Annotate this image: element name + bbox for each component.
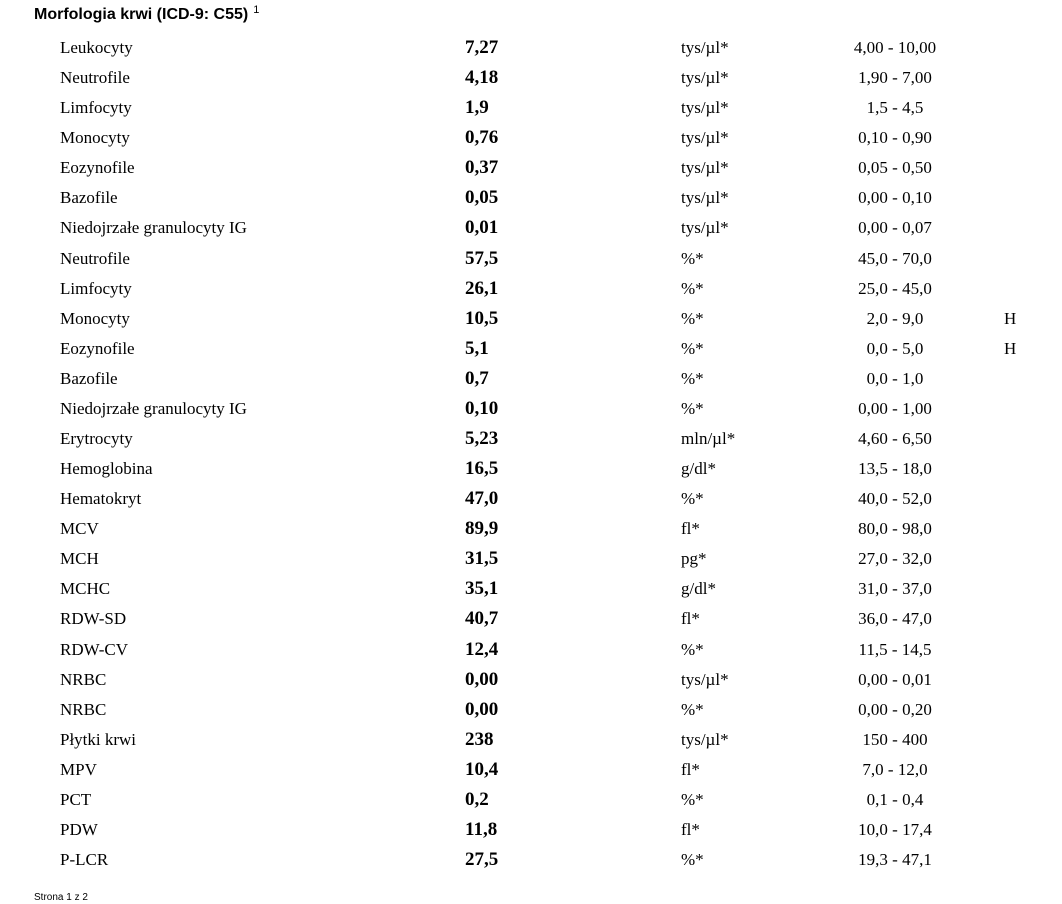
section-title-text: Morfologia krwi (ICD-9: C55): [34, 6, 249, 23]
result-unit: tys/µl*: [681, 38, 729, 57]
result-row: [0, 93, 1062, 123]
result-row: [0, 815, 1062, 845]
result-value: 16,5: [465, 458, 499, 480]
abnormal-flag: H: [1004, 308, 1017, 328]
result-row: [0, 755, 1062, 785]
result-unit: tys/µl*: [681, 98, 729, 118]
reference-range: 1,90 - 7,00: [858, 68, 932, 88]
test-name: Monocyty: [60, 128, 130, 148]
result-unit: fl*: [681, 759, 700, 779]
result-row: [0, 33, 1062, 63]
result-value: 27,5: [465, 849, 499, 871]
result-value: 12,4: [465, 638, 499, 660]
test-name: Płytki krwi: [60, 729, 137, 749]
test-name: PCT: [60, 789, 92, 809]
reference-range: 4,60 - 6,50: [858, 429, 932, 449]
result-unit: fl*: [681, 519, 700, 539]
result-unit: g/dl*: [681, 579, 716, 599]
result-row: [0, 334, 1062, 364]
reference-range: 7,0 - 12,0: [862, 759, 928, 779]
reference-range: 150 - 400: [862, 729, 928, 749]
test-name: Eozynofile: [60, 158, 135, 178]
section-title: [34, 5, 259, 25]
result-unit: mln/µl*: [681, 429, 736, 449]
result-row: [0, 213, 1062, 243]
test-name: RDW-SD: [60, 609, 127, 629]
result-row: [0, 665, 1062, 695]
result-value: 40,7: [465, 608, 499, 630]
footnote-marker: 1: [253, 4, 260, 16]
result-unit: tys/µl*: [681, 729, 729, 749]
test-name: Bazofile: [60, 188, 118, 208]
test-name: Neutrofile: [60, 248, 130, 268]
result-value: 0,00: [465, 668, 499, 690]
result-unit: tys/µl*: [681, 128, 729, 148]
results-table: [0, 33, 1062, 875]
result-unit: g/dl*: [681, 459, 716, 479]
reference-range: 0,10 - 0,90: [858, 128, 932, 148]
result-unit: %*: [681, 248, 704, 268]
test-name: Limfocyty: [60, 278, 132, 298]
result-value: 0,05: [465, 187, 499, 209]
result-value: 0,10: [465, 397, 499, 419]
reference-range: 11,5 - 14,5: [858, 639, 932, 659]
reference-range: 27,0 - 32,0: [858, 549, 932, 569]
test-name: Bazofile: [60, 368, 118, 388]
test-name: Eozynofile: [60, 338, 135, 358]
result-unit: %*: [681, 789, 704, 809]
reference-range: 40,0 - 52,0: [858, 489, 932, 509]
reference-range: 25,0 - 45,0: [858, 278, 932, 298]
result-row: [0, 183, 1062, 213]
result-row: [0, 725, 1062, 755]
result-value: 5,23: [465, 428, 499, 450]
reference-range: 36,0 - 47,0: [858, 609, 932, 629]
result-value: 7,27: [465, 37, 499, 58]
result-unit: %*: [681, 850, 704, 870]
result-unit: tys/µl*: [681, 68, 729, 88]
result-row: [0, 364, 1062, 394]
result-value: 31,5: [465, 548, 499, 570]
result-row: [0, 424, 1062, 454]
result-unit: %*: [681, 368, 704, 388]
reference-range: 0,00 - 0,01: [858, 669, 932, 689]
result-unit: tys/µl*: [681, 158, 729, 178]
reference-range: 2,0 - 9,0: [866, 308, 924, 328]
reference-range: 80,0 - 98,0: [858, 519, 932, 539]
abnormal-flag: H: [1004, 338, 1017, 358]
result-row: [0, 63, 1062, 93]
result-value: 0,00: [465, 698, 499, 720]
test-name: Erytrocyty: [60, 429, 133, 449]
result-value: 11,8: [465, 819, 498, 841]
reference-range: 0,1 - 0,4: [866, 789, 924, 809]
result-value: 4,18: [465, 67, 499, 89]
result-row: [0, 153, 1062, 183]
test-name: Leukocyty: [60, 38, 133, 57]
result-row: [0, 604, 1062, 634]
result-unit: %*: [681, 308, 704, 328]
result-row: [0, 244, 1062, 274]
result-unit: tys/µl*: [681, 218, 729, 238]
test-name: Neutrofile: [60, 68, 130, 88]
result-value: 89,9: [465, 518, 499, 540]
result-row: [0, 304, 1062, 334]
test-name: PDW: [60, 820, 98, 840]
reference-range: 0,00 - 0,07: [858, 218, 932, 238]
result-unit: %*: [681, 338, 704, 358]
result-unit: %*: [681, 489, 704, 509]
reference-range: 13,5 - 18,0: [858, 459, 932, 479]
reference-range: 45,0 - 70,0: [858, 248, 932, 268]
result-value: 1,9: [465, 97, 489, 119]
result-value: 0,7: [465, 367, 489, 389]
test-name: P-LCR: [60, 850, 109, 870]
test-name: NRBC: [60, 669, 107, 689]
result-row: [0, 574, 1062, 604]
result-row: [0, 845, 1062, 875]
result-value: 5,1: [465, 337, 489, 359]
reference-range: 0,00 - 0,20: [858, 699, 932, 719]
result-unit: tys/µl*: [681, 669, 729, 689]
test-name: Niedojrzałe granulocyty IG: [60, 218, 247, 238]
result-unit: %*: [681, 639, 704, 659]
test-name: Hemoglobina: [60, 459, 153, 479]
reference-range: 0,0 - 5,0: [866, 338, 924, 358]
result-unit: %*: [681, 699, 704, 719]
result-unit: %*: [681, 278, 704, 298]
result-row: [0, 484, 1062, 514]
test-name: MCHC: [60, 579, 111, 599]
reference-range: 4,00 - 10,00: [853, 38, 937, 57]
reference-range: 0,0 - 1,0: [866, 368, 924, 388]
result-value: 0,37: [465, 157, 499, 179]
result-value: 57,5: [465, 247, 499, 269]
test-name: Monocyty: [60, 308, 130, 328]
reference-range: 19,3 - 47,1: [858, 850, 932, 870]
result-row: [0, 394, 1062, 424]
result-row: [0, 123, 1062, 153]
result-value: 47,0: [465, 488, 499, 510]
reference-range: 0,00 - 1,00: [858, 398, 932, 418]
reference-range: 10,0 - 17,4: [858, 820, 932, 840]
result-row: [0, 454, 1062, 484]
test-name: RDW-CV: [60, 639, 128, 659]
test-name: MPV: [60, 759, 97, 779]
result-row: [0, 514, 1062, 544]
result-value: 35,1: [465, 578, 499, 600]
result-row: [0, 635, 1062, 665]
result-value: 10,4: [465, 758, 499, 780]
test-name: Limfocyty: [60, 98, 132, 118]
result-unit: fl*: [681, 609, 700, 629]
result-unit: fl*: [681, 820, 700, 840]
result-value: 238: [465, 728, 494, 750]
result-row: [0, 544, 1062, 574]
result-value: 0,2: [465, 788, 489, 810]
result-row: [0, 695, 1062, 725]
test-name: MCV: [60, 519, 99, 539]
result-unit: tys/µl*: [681, 188, 729, 208]
reference-range: 0,05 - 0,50: [858, 158, 932, 178]
test-name: MCH: [60, 549, 99, 569]
result-value: 0,01: [465, 217, 499, 239]
result-unit: pg*: [681, 549, 707, 569]
result-value: 0,76: [465, 127, 499, 149]
reference-range: 1,5 - 4,5: [866, 98, 924, 118]
result-value: 10,5: [465, 307, 499, 329]
reference-range: 0,00 - 0,10: [858, 188, 932, 208]
result-row: [0, 785, 1062, 815]
page-number: Strona 1 z 2: [34, 892, 88, 903]
result-row: [0, 274, 1062, 304]
test-name: Niedojrzałe granulocyty IG: [60, 398, 247, 418]
result-unit: %*: [681, 398, 704, 418]
test-name: Hematokryt: [60, 489, 142, 509]
test-name: NRBC: [60, 699, 107, 719]
reference-range: 31,0 - 37,0: [858, 579, 932, 599]
result-value: 26,1: [465, 277, 499, 299]
